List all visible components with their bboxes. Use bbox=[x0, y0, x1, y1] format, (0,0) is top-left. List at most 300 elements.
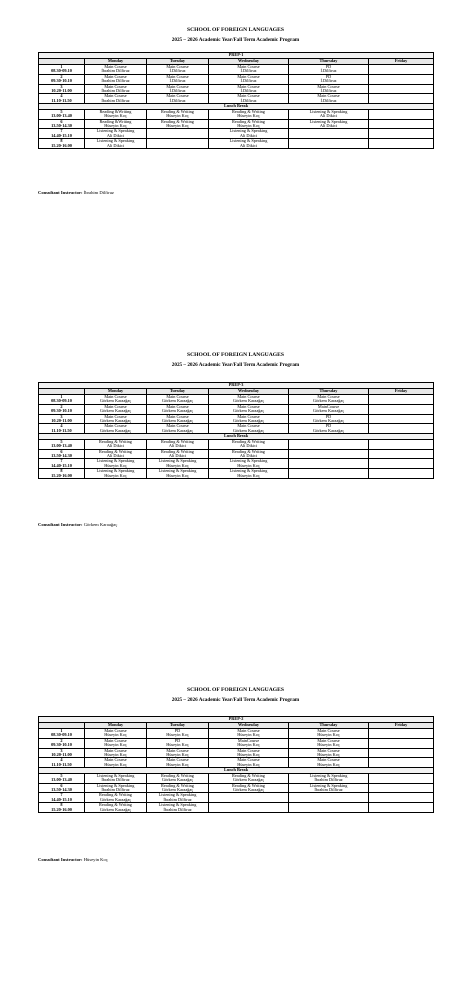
instructor-name: İ.Dilfiruz bbox=[320, 88, 337, 94]
class-cell bbox=[369, 129, 434, 139]
class-cell bbox=[209, 424, 289, 434]
class-cell bbox=[369, 729, 434, 739]
course-name: PD bbox=[174, 728, 181, 733]
class-cell bbox=[369, 84, 434, 94]
course-name: Main Course bbox=[237, 64, 260, 69]
period-cell bbox=[39, 84, 85, 94]
table-row bbox=[39, 84, 434, 94]
class-cell bbox=[289, 439, 369, 449]
class-cell bbox=[85, 729, 147, 739]
instructor-name: Ali Dikici bbox=[239, 132, 258, 138]
instructor-name: Hüseyin Koç bbox=[104, 761, 127, 767]
class-cell bbox=[369, 109, 434, 119]
class-cell bbox=[147, 793, 209, 803]
period-time: 10.20-11.00 bbox=[51, 88, 72, 94]
class-cell bbox=[209, 139, 289, 149]
instructor-name: Hüseyin Koç bbox=[166, 752, 189, 758]
instructor-name: Hüseyin Koç bbox=[317, 732, 340, 738]
instructor-name: Görkem Karaağaç bbox=[99, 796, 132, 802]
course-name: Main Course bbox=[166, 404, 189, 409]
course-name: Main Course bbox=[317, 394, 340, 399]
instructor-name: Ali Dikici bbox=[239, 452, 258, 458]
class-cell bbox=[85, 94, 147, 104]
consultant-name: Görkem Karaağaç bbox=[83, 522, 118, 527]
class-cell bbox=[369, 74, 434, 84]
course-name: Main Course bbox=[317, 757, 340, 763]
course-name: Main Course bbox=[104, 404, 127, 409]
group-header: PREP-1 bbox=[39, 53, 434, 59]
table-row bbox=[39, 395, 434, 405]
class-cell bbox=[289, 758, 369, 768]
instructor-name: İbrahim Dilfiruz bbox=[101, 78, 130, 84]
class-cell bbox=[147, 119, 209, 129]
period-time: 15.20-16.00 bbox=[51, 142, 72, 148]
period-time: 10.20-11.00 bbox=[51, 752, 72, 758]
course-name: Main Course bbox=[166, 93, 189, 99]
instructor-name: Görkem Karaağaç bbox=[99, 418, 132, 424]
course-name: Main Course bbox=[166, 414, 189, 419]
period-number: 8 bbox=[60, 802, 63, 808]
instructor-name: Hüseyin Koç bbox=[237, 113, 260, 119]
class-cell bbox=[147, 74, 209, 84]
period-cell bbox=[39, 783, 85, 793]
table-row bbox=[39, 109, 434, 119]
instructor-name: Hüseyin Koç bbox=[317, 742, 340, 748]
class-cell bbox=[289, 729, 369, 739]
instructor-name: Görkem Karaağaç bbox=[232, 786, 265, 792]
day-header-thursday: Thursday bbox=[289, 59, 369, 65]
period-cell bbox=[39, 65, 85, 75]
course-name: Listening & Speaking bbox=[96, 773, 135, 778]
class-cell bbox=[85, 783, 147, 793]
instructor-name: Görkem Karaağaç bbox=[99, 408, 132, 414]
class-cell bbox=[85, 139, 147, 149]
course-name: Main Course bbox=[237, 414, 260, 419]
period-number: 7 bbox=[60, 458, 63, 464]
period-time: 11.10-11.50 bbox=[51, 97, 72, 103]
course-name: Listening & Speaking bbox=[96, 458, 135, 464]
period-cell bbox=[39, 469, 85, 479]
class-cell bbox=[369, 404, 434, 414]
instructor-name: İbrahim Dilfiruz bbox=[101, 777, 130, 783]
day-header-friday: Friday bbox=[369, 389, 434, 395]
class-cell bbox=[289, 449, 369, 459]
class-cell bbox=[147, 803, 209, 813]
instructor-name: Hüseyin Koç bbox=[237, 462, 260, 468]
day-header-friday: Friday bbox=[369, 723, 434, 729]
course-name: Listening & Speaking bbox=[229, 128, 268, 134]
class-cell bbox=[289, 469, 369, 479]
class-cell bbox=[85, 395, 147, 405]
instructor-name: İ.Dilfiruz bbox=[169, 88, 186, 94]
class-cell bbox=[85, 773, 147, 783]
class-cell bbox=[369, 395, 434, 405]
class-cell bbox=[209, 773, 289, 783]
lunch-break-row: Lunch Break bbox=[39, 104, 434, 110]
class-cell bbox=[289, 748, 369, 758]
class-cell bbox=[147, 139, 209, 149]
instructor-name: İ.Dilfiruz bbox=[169, 68, 186, 74]
instructor-name: Hüseyin Koç bbox=[237, 752, 260, 758]
class-cell bbox=[209, 414, 289, 424]
course-name: Listening & Speaking bbox=[158, 458, 197, 464]
class-cell bbox=[85, 84, 147, 94]
class-cell bbox=[147, 424, 209, 434]
period-number: 1 bbox=[60, 394, 63, 399]
class-cell bbox=[85, 758, 147, 768]
class-cell bbox=[209, 395, 289, 405]
schedule-table bbox=[38, 382, 434, 479]
period-cell bbox=[39, 439, 85, 449]
instructor-name: Hüseyin Koç bbox=[104, 752, 127, 758]
period-cell bbox=[39, 793, 85, 803]
period-number: 6 bbox=[60, 449, 63, 454]
instructor-name: Hüseyin Koç bbox=[237, 761, 260, 767]
class-cell bbox=[147, 748, 209, 758]
class-cell bbox=[369, 748, 434, 758]
instructor-name: Hüseyin Koç bbox=[237, 472, 260, 478]
class-cell bbox=[209, 469, 289, 479]
course-name: Reading & Writing bbox=[232, 119, 265, 124]
course-name: Main Course bbox=[237, 93, 260, 99]
class-cell bbox=[209, 783, 289, 793]
table-row bbox=[39, 65, 434, 75]
course-name: Listening & Speaking bbox=[229, 468, 268, 474]
class-cell bbox=[209, 729, 289, 739]
course-name: Main Course bbox=[104, 394, 127, 399]
table-row bbox=[39, 793, 434, 803]
period-cell bbox=[39, 729, 85, 739]
course-name: Listening & Speaking bbox=[158, 468, 197, 474]
instructor-name: İbrahim Dilfiruz bbox=[101, 88, 130, 94]
term-subtitle: 2025 – 2026 Academic Year/Fall Term Academic Program bbox=[171, 697, 300, 703]
class-cell bbox=[209, 129, 289, 139]
table-row bbox=[39, 729, 434, 739]
instructor-name: Ali Dikici bbox=[106, 443, 125, 449]
instructor-name: Hüseyin Koç bbox=[104, 472, 127, 478]
class-cell bbox=[209, 84, 289, 94]
school-title: SCHOOL OF FOREIGN LANGUAGES bbox=[187, 27, 284, 33]
course-name: Listening & Speaking bbox=[96, 468, 135, 474]
consultant-label: Consultant Instructor: bbox=[38, 522, 83, 527]
course-name: MainCourse bbox=[317, 404, 340, 409]
class-cell bbox=[147, 738, 209, 748]
class-cell bbox=[85, 803, 147, 813]
period-cell bbox=[39, 803, 85, 813]
class-cell bbox=[209, 803, 289, 813]
class-cell bbox=[85, 65, 147, 75]
period-number: 8 bbox=[60, 468, 63, 474]
class-cell bbox=[289, 459, 369, 469]
lunch-break-row: Lunch Break bbox=[39, 768, 434, 774]
course-name: Reading &Writing bbox=[99, 119, 132, 124]
table-row bbox=[39, 773, 434, 783]
course-name: Main Course bbox=[166, 394, 189, 399]
course-name: Reading & Writing bbox=[99, 802, 132, 808]
instructor-name: Görkem Karaağaç bbox=[232, 398, 265, 404]
course-name: Main Course bbox=[166, 757, 189, 763]
class-cell bbox=[147, 449, 209, 459]
course-name: Reading & Writing bbox=[99, 449, 132, 454]
class-cell bbox=[147, 84, 209, 94]
course-name: Main Course bbox=[104, 423, 127, 429]
schedule-table bbox=[38, 52, 434, 149]
instructor-name: İ.Dilfiruz bbox=[240, 88, 257, 94]
class-cell bbox=[289, 94, 369, 104]
period-cell bbox=[39, 738, 85, 748]
period-number: 5 bbox=[60, 439, 63, 444]
class-cell bbox=[209, 74, 289, 84]
instructor-name: İ.Dilfiruz bbox=[240, 78, 257, 84]
period-cell bbox=[39, 459, 85, 469]
class-cell bbox=[289, 424, 369, 434]
instructor-name: İbrahim Dilfiruz bbox=[314, 777, 343, 783]
period-time: 11.10-11.50 bbox=[51, 761, 72, 767]
table-row bbox=[39, 748, 434, 758]
table-row bbox=[39, 414, 434, 424]
course-name: Main Course bbox=[104, 74, 127, 79]
instructor-name: Görkem Karaağaç bbox=[161, 418, 194, 424]
course-name: Main Course bbox=[237, 74, 260, 79]
instructor-name: Hüseyin Koç bbox=[237, 742, 260, 748]
course-name: Main Course bbox=[237, 423, 260, 429]
instructor-name: Hüseyin Koç bbox=[104, 122, 127, 128]
instructor-name: Görkem Karaağaç bbox=[312, 408, 345, 414]
class-cell bbox=[85, 424, 147, 434]
table-row bbox=[39, 803, 434, 813]
class-cell bbox=[369, 424, 434, 434]
course-name: Reading & Writing bbox=[161, 783, 194, 788]
class-cell bbox=[85, 129, 147, 139]
period-number: 1 bbox=[60, 728, 63, 733]
instructor-name: Görkem Karaağaç bbox=[161, 777, 194, 783]
class-cell bbox=[289, 793, 369, 803]
period-cell bbox=[39, 748, 85, 758]
period-time: 14.40-15.10 bbox=[51, 462, 72, 468]
course-name: PD bbox=[325, 423, 332, 429]
period-cell bbox=[39, 449, 85, 459]
course-name: PD bbox=[325, 414, 332, 419]
period-cell bbox=[39, 129, 85, 139]
class-cell bbox=[85, 74, 147, 84]
period-time: 15.20-16.00 bbox=[51, 806, 72, 812]
day-header-friday: Friday bbox=[369, 59, 434, 65]
course-name: Reading & Writing bbox=[161, 439, 194, 444]
class-cell bbox=[209, 449, 289, 459]
course-name: Listening & Speaking bbox=[96, 128, 135, 134]
period-time: 13.00-13.40 bbox=[51, 113, 72, 119]
group-header: PREP-3 bbox=[39, 383, 434, 389]
class-cell bbox=[289, 395, 369, 405]
instructor-name: Hüseyin Koç bbox=[166, 472, 189, 478]
class-cell bbox=[209, 65, 289, 75]
class-cell bbox=[147, 404, 209, 414]
instructor-name: Hüseyin Koç bbox=[104, 742, 127, 748]
course-name: Listening & Speaking bbox=[158, 802, 197, 808]
consultant-name: Hüseyin Koç bbox=[83, 857, 108, 862]
class-cell bbox=[209, 748, 289, 758]
instructor-name: Ali Dikici bbox=[106, 452, 125, 458]
course-name: Main Course bbox=[317, 93, 340, 99]
period-time: 10.20-11.00 bbox=[51, 418, 72, 424]
period-number: 4 bbox=[60, 757, 63, 763]
period-time: 14.40-15.10 bbox=[51, 132, 72, 138]
period-number: 4 bbox=[60, 423, 63, 429]
class-cell bbox=[85, 119, 147, 129]
instructor-name: Hüseyin Koç bbox=[237, 122, 260, 128]
course-name: Main Course bbox=[104, 64, 127, 69]
group-header: PREP-2 bbox=[39, 717, 434, 723]
class-cell bbox=[369, 738, 434, 748]
course-name: Reading & Writing bbox=[232, 773, 265, 778]
period-time: 09.30-10.10 bbox=[51, 408, 72, 414]
instructor-name: İbrahim Dilfiruz bbox=[101, 786, 130, 792]
instructor-name: Görkem Karaağaç bbox=[232, 408, 265, 414]
course-name: Reading & Writing bbox=[232, 109, 265, 114]
class-cell bbox=[209, 459, 289, 469]
table-row bbox=[39, 738, 434, 748]
class-cell bbox=[289, 109, 369, 119]
instructor-name: İ.Dilfiruz bbox=[320, 68, 337, 74]
period-number: 1 bbox=[60, 64, 63, 69]
instructor-name: İ.Dilfiruz bbox=[320, 97, 337, 103]
table-row bbox=[39, 404, 434, 414]
period-time: 13.00-13.40 bbox=[51, 443, 72, 449]
class-cell bbox=[147, 459, 209, 469]
period-cell bbox=[39, 94, 85, 104]
instructor-name: Ali Dikici bbox=[319, 113, 338, 119]
class-cell bbox=[369, 773, 434, 783]
instructor-name: Ali Dikici bbox=[106, 142, 125, 148]
instructor-name: İbrahim Dilfiruz bbox=[101, 68, 130, 74]
class-cell bbox=[147, 758, 209, 768]
class-cell bbox=[289, 139, 369, 149]
course-name: Main Course bbox=[104, 93, 127, 99]
course-name: Main Course bbox=[317, 84, 340, 89]
instructor-name: Ali Dikici bbox=[239, 443, 258, 449]
course-name: Reading & Writing bbox=[161, 119, 194, 124]
period-cell bbox=[39, 773, 85, 783]
period-number: 2 bbox=[60, 404, 63, 409]
course-name: Reading & Writing bbox=[232, 783, 265, 788]
class-cell bbox=[289, 404, 369, 414]
course-name: Main Course bbox=[104, 414, 127, 419]
instructor-name: Hüseyin Koç bbox=[166, 122, 189, 128]
course-name: Reading & Writing bbox=[232, 439, 265, 444]
course-name: Main Course bbox=[166, 84, 189, 89]
period-number: 7 bbox=[60, 128, 63, 134]
day-header-tuesday: Tuesday bbox=[147, 59, 209, 65]
table-row bbox=[39, 74, 434, 84]
table-row bbox=[39, 424, 434, 434]
table-row bbox=[39, 439, 434, 449]
day-header-monday: Monday bbox=[85, 59, 147, 65]
instructor-name: Hüseyin Koç bbox=[166, 742, 189, 748]
class-cell bbox=[85, 469, 147, 479]
course-name: Main Course bbox=[104, 757, 127, 763]
instructor-name: Ali Dikici bbox=[168, 452, 187, 458]
course-name: Main Course bbox=[166, 748, 189, 753]
course-name: Main Course bbox=[104, 748, 127, 753]
class-cell bbox=[289, 803, 369, 813]
instructor-name: Görkem Karaağaç bbox=[312, 418, 345, 424]
instructor-name: Görkem Karaağaç bbox=[232, 427, 265, 433]
instructor-name: Hüseyin Koç bbox=[166, 732, 189, 738]
instructor-name: İ.Dilfiruz bbox=[240, 97, 257, 103]
class-cell bbox=[369, 414, 434, 424]
period-time: 15.20-16.00 bbox=[51, 472, 72, 478]
table-row bbox=[39, 94, 434, 104]
class-cell bbox=[147, 129, 209, 139]
class-cell bbox=[147, 783, 209, 793]
period-number: 3 bbox=[60, 748, 63, 753]
class-cell bbox=[85, 738, 147, 748]
instructor-name: Görkem Karaağaç bbox=[161, 786, 194, 792]
instructor-name: Görkem Karaağaç bbox=[99, 806, 132, 812]
instructor-name: Görkem Karaağaç bbox=[312, 427, 345, 433]
course-name: Listening & Speaking bbox=[309, 109, 348, 114]
period-number: 7 bbox=[60, 792, 63, 798]
period-number: 8 bbox=[60, 138, 63, 144]
class-cell bbox=[369, 94, 434, 104]
course-name: Listening & Speaking bbox=[158, 792, 197, 798]
day-header-thursday: Thursday bbox=[289, 723, 369, 729]
course-name: Main Course bbox=[237, 84, 260, 89]
course-name: Main Course bbox=[237, 748, 260, 753]
class-cell bbox=[369, 449, 434, 459]
class-cell bbox=[369, 803, 434, 813]
consultant-instructor bbox=[38, 857, 108, 862]
table-row bbox=[39, 449, 434, 459]
period-number: 6 bbox=[60, 783, 63, 788]
instructor-name: İbrahim Dilfiruz bbox=[314, 786, 343, 792]
period-cell bbox=[39, 109, 85, 119]
period-cell bbox=[39, 404, 85, 414]
class-cell bbox=[147, 469, 209, 479]
instructor-name: Hüseyin Koç bbox=[104, 113, 127, 119]
period-time: 13.50-14.30 bbox=[51, 452, 72, 458]
period-number: 3 bbox=[60, 84, 63, 89]
course-name: Reading &Writing bbox=[99, 109, 132, 114]
day-header-tuesday: Tuesday bbox=[147, 389, 209, 395]
class-cell bbox=[369, 439, 434, 449]
course-name: PD bbox=[325, 64, 332, 69]
class-cell bbox=[147, 395, 209, 405]
course-name: Main Course bbox=[104, 738, 127, 743]
table-row bbox=[39, 783, 434, 793]
consultant-instructor bbox=[38, 522, 117, 527]
term-subtitle: 2025 – 2026 Academic Year/Fall Term Academic Program bbox=[171, 362, 300, 368]
instructor-name: İbrahim Dilfiruz bbox=[101, 97, 130, 103]
instructor-name: Hüseyin Koç bbox=[237, 732, 260, 738]
period-cell bbox=[39, 758, 85, 768]
class-cell bbox=[209, 94, 289, 104]
course-name: Listening & Speaking bbox=[229, 138, 268, 144]
class-cell bbox=[147, 65, 209, 75]
period-time: 09.30-10.10 bbox=[51, 78, 72, 84]
course-name: PD bbox=[325, 74, 332, 79]
course-name: Reading & Writing bbox=[161, 773, 194, 778]
course-name: Main Course bbox=[237, 757, 260, 763]
consultant-instructor bbox=[38, 190, 114, 195]
period-cell bbox=[39, 424, 85, 434]
class-cell bbox=[147, 729, 209, 739]
course-name: Main Course bbox=[104, 84, 127, 89]
class-cell bbox=[209, 439, 289, 449]
instructor-name: Hüseyin Koç bbox=[104, 462, 127, 468]
period-time: 11.10-11.50 bbox=[51, 427, 72, 433]
period-time: 08.30-09.10 bbox=[51, 732, 72, 738]
